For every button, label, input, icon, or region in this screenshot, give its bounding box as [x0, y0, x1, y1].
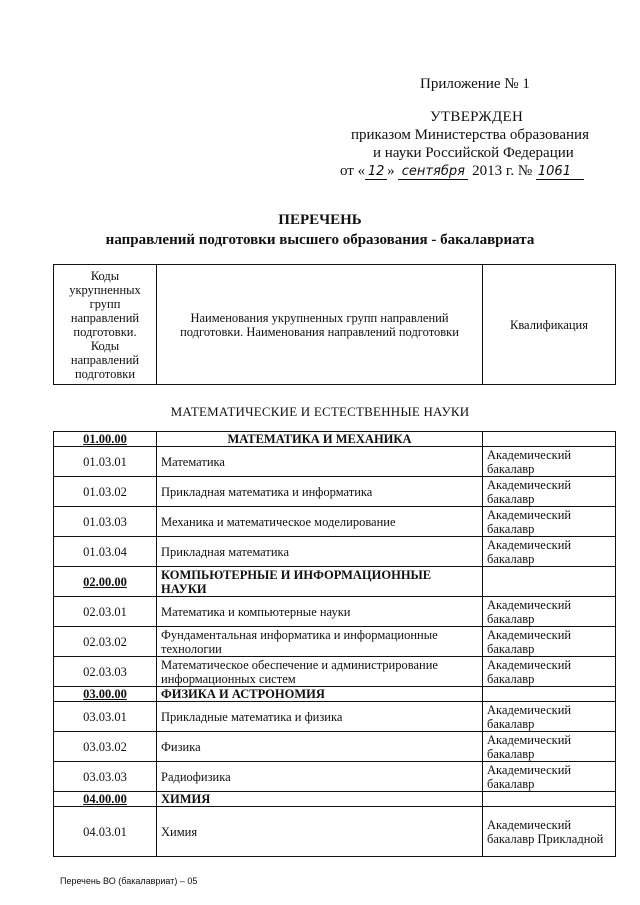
row-name: ФИЗИКА И АСТРОНОМИЯ: [157, 687, 483, 702]
order-line-1: приказом Министерства образования: [351, 127, 589, 143]
row-name: Радиофизика: [157, 762, 483, 792]
row-qualification: Академический бакалавр Прикладной: [483, 807, 616, 857]
row-name: Математика: [157, 447, 483, 477]
order-month-handwritten: сентября: [398, 165, 468, 180]
group-row: [54, 567, 616, 597]
row-name: МАТЕМАТИКА И МЕХАНИКА: [157, 432, 483, 447]
row-qualification: Академический бакалавр: [483, 762, 616, 792]
row-code: 02.03.03: [54, 657, 157, 687]
order-year: 2013 г. №: [472, 163, 533, 179]
row-qualification: Академический бакалавр: [483, 702, 616, 732]
row-qualification: [483, 432, 616, 447]
table-row: [54, 447, 616, 477]
order-day-handwritten: 12: [365, 165, 387, 180]
row-code: 02.00.00: [54, 567, 157, 597]
table-row: [54, 807, 616, 857]
row-qualification: Академический бакалавр: [483, 732, 616, 762]
row-code: 04.03.01: [54, 807, 157, 857]
header-qualification: Квалификация: [483, 265, 616, 385]
order-mid: »: [387, 163, 395, 179]
group-row: [54, 687, 616, 702]
row-name: Химия: [157, 807, 483, 857]
table-row: [54, 507, 616, 537]
row-code: 01.03.01: [54, 447, 157, 477]
row-name: ХИМИЯ: [157, 792, 483, 807]
table-row: [54, 627, 616, 657]
header-codes: Коды укрупненных групп направлений подготовки. Коды направлений подготовки: [54, 265, 157, 385]
row-code: 02.03.01: [54, 597, 157, 627]
row-code: 03.03.01: [54, 702, 157, 732]
page-footer: Перечень ВО (бакалавриат) – 05: [60, 876, 198, 886]
row-qualification: [483, 567, 616, 597]
table-row: [54, 657, 616, 687]
row-qualification: Академический бакалавр: [483, 447, 616, 477]
approved-label: УТВЕРЖДЕН: [430, 109, 524, 125]
table-row: [54, 597, 616, 627]
row-code: 01.03.04: [54, 537, 157, 567]
row-name: Механика и математическое моделирование: [157, 507, 483, 537]
row-code: 03.00.00: [54, 687, 157, 702]
section-heading: МАТЕМАТИЧЕСКИЕ И ЕСТЕСТВЕННЫЕ НАУКИ: [170, 404, 470, 419]
row-qualification: Академический бакалавр: [483, 597, 616, 627]
table-row: [54, 762, 616, 792]
row-name: Фундаментальная информатика и информационные технологии: [157, 627, 483, 657]
row-name: Прикладная математика и информатика: [157, 477, 483, 507]
row-code: 03.03.02: [54, 732, 157, 762]
row-qualification: [483, 792, 616, 807]
row-name: Прикладные математика и физика: [157, 702, 483, 732]
row-name: Прикладная математика: [157, 537, 483, 567]
order-number-handwritten: 1061: [536, 165, 584, 180]
document-subtitle: направлений подготовки высшего образования - бакалавриата: [105, 232, 535, 248]
table-row: [54, 477, 616, 507]
row-qualification: Академический бакалавр: [483, 627, 616, 657]
table-header: [53, 264, 616, 385]
order-date-line: [340, 163, 584, 180]
row-name: Математика и компьютерные науки: [157, 597, 483, 627]
table-row: [54, 537, 616, 567]
row-name: Физика: [157, 732, 483, 762]
order-line-2: и науки Российской Федерации: [373, 145, 574, 161]
row-qualification: Академический бакалавр: [483, 477, 616, 507]
row-code: 04.00.00: [54, 792, 157, 807]
directions-table: [53, 431, 616, 857]
row-qualification: [483, 687, 616, 702]
order-prefix: от «: [340, 163, 366, 179]
row-code: 03.03.03: [54, 762, 157, 792]
row-code: 01.03.03: [54, 507, 157, 537]
document-title: ПЕРЕЧЕНЬ: [278, 212, 362, 228]
group-row: [54, 792, 616, 807]
row-qualification: Академический бакалавр: [483, 657, 616, 687]
group-row: [54, 432, 616, 447]
row-code: 01.00.00: [54, 432, 157, 447]
row-code: 02.03.02: [54, 627, 157, 657]
appendix-label: Приложение № 1: [420, 76, 530, 92]
row-name: КОМПЬЮТЕРНЫЕ И ИНФОРМАЦИОННЫЕ НАУКИ: [157, 567, 483, 597]
row-qualification: Академический бакалавр: [483, 507, 616, 537]
header-names: Наименования укрупненных групп направлений подготовки. Наименования направлений подготовки: [157, 265, 483, 385]
row-code: 01.03.02: [54, 477, 157, 507]
row-qualification: Академический бакалавр: [483, 537, 616, 567]
row-name: Математическое обеспечение и администрирование информационных систем: [157, 657, 483, 687]
table-row: [54, 702, 616, 732]
table-row: [54, 732, 616, 762]
